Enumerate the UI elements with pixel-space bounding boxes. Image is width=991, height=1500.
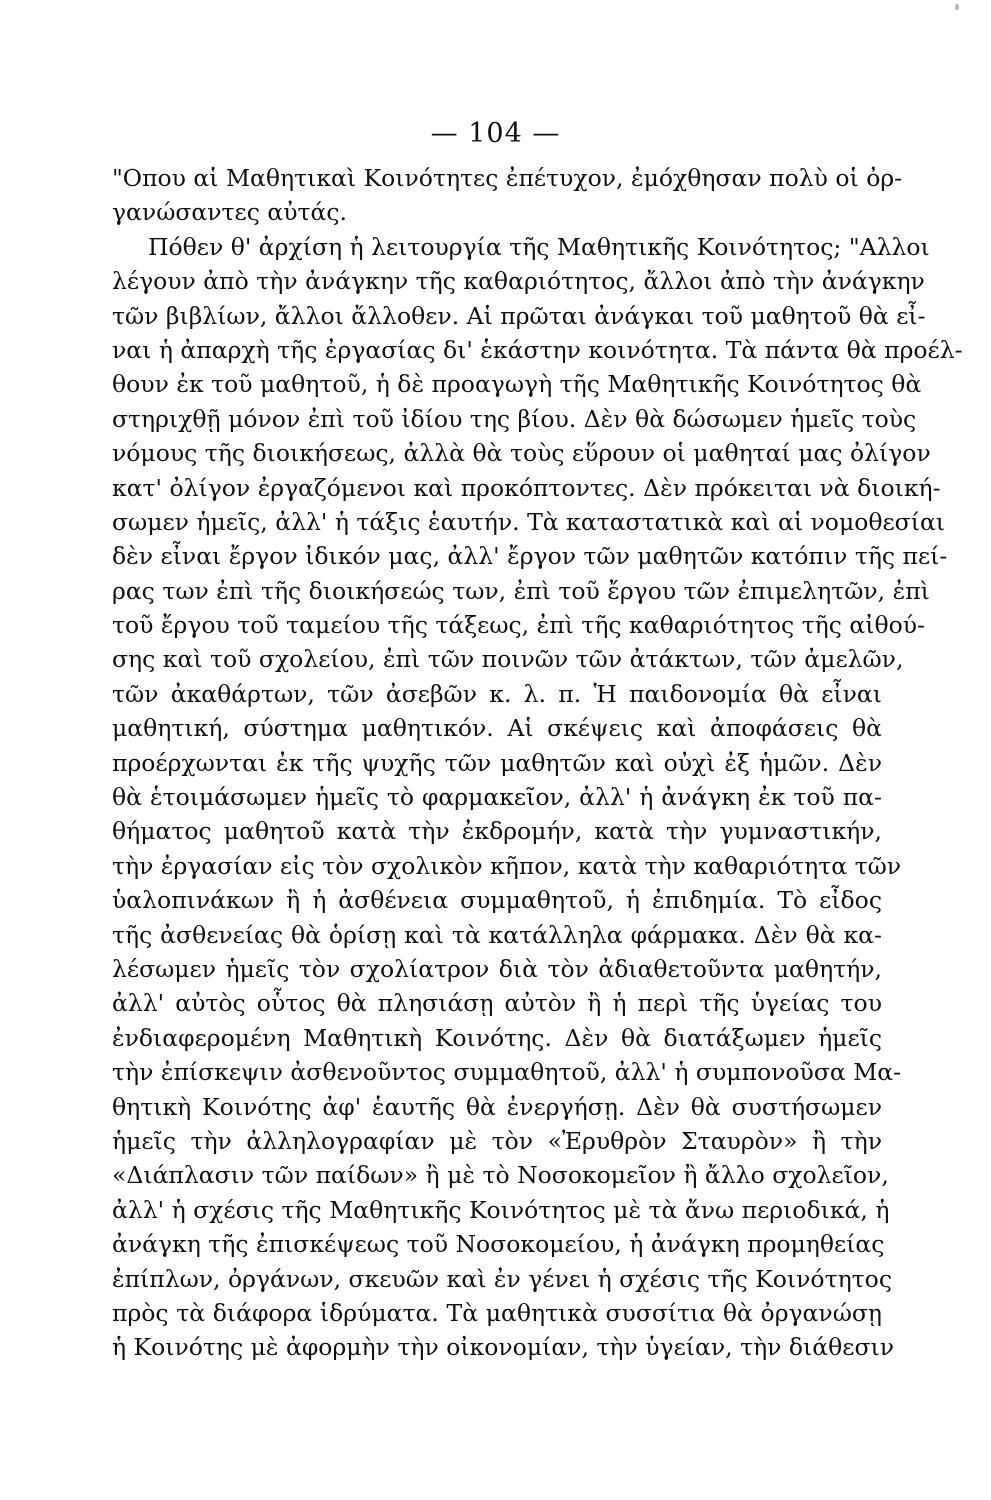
text-line: προέρχωνται ἐκ τῆς ψυχῆς τῶν μαθητῶν καὶ οὐχὶ ἐξ ἡμῶν. Δὲν	[112, 748, 882, 777]
text-line: νόμους τῆς διοικήσεως, ἀλλὰ θὰ τοὺς εὕρουν οἱ μαθηταί μας ὀλίγον	[112, 439, 931, 468]
text-line: σωμεν ἡμεῖς, ἀλλ' ἡ τάξις ἑαυτήν. Τὰ καταστατικὰ καὶ αἱ νομοθεσίαι	[112, 507, 946, 536]
text-line: ἐπίπλων, ὀργάνων, σκευῶν καὶ ἐν γένει ἡ σχέσις τῆς Κοινότητος	[112, 1264, 892, 1293]
text-line: τὴν ἐπίσκεψιν ἀσθενοῦντος συμμαθητοῦ, ἀλλ' ἡ συμπονοῦσα Μα-	[112, 1058, 902, 1087]
text-line: ἡμεῖς τὴν ἀλληλογραφίαν μὲ τὸν «Ἐρυθρὸν Σταυρὸν» ἢ τὴν	[112, 1126, 882, 1155]
text-line: στηριχθῇ μόνον ἐπὶ τοῦ ἰδίου της βίου. Δὲν θὰ δώσωμεν ἡμεῖς τοὺς	[112, 404, 917, 433]
text-line: ναι ἡ ἀπαρχὴ τῆς ἐργασίας δι' ἑκάστην κοινότητα. Τὰ πάντα θὰ προέλ-	[112, 335, 963, 364]
text-line: Πόθεν θ' ἀρχίση ἡ λειτουργία τῆς Μαθητικῆς Κοινότητος; "Αλλοι	[148, 232, 930, 261]
text-line: πρὸς τὰ διάφορα ἱδρύματα. Τὰ μαθητικὰ συσσίτια θὰ ὀργανώσῃ	[112, 1298, 882, 1327]
text-line: ἀνάγκη τῆς ἐπισκέψεως τοῦ Νοσοκομείου, ἡ ἀνάγκη προμηθείας	[112, 1230, 885, 1259]
text-line: κατ' ὀλίγον ἐργαζόμενοι καὶ προκόπτοντες. Δὲν πρόκειται νὰ διοική-	[112, 473, 941, 502]
text-line: δὲν εἶναι ἔργον ἰδικόν μας, ἀλλ' ἔργον τῶν μαθητῶν κατόπιν τῆς πεί-	[112, 542, 948, 571]
text-line: τοῦ ἔργου τοῦ ταμείου τῆς τάξεως, ἐπὶ τῆς καθαριότητος τῆς αἰθού-	[112, 611, 925, 640]
text-line: θὰ ἑτοιμάσωμεν ἡμεῖς τὸ φαρμακεῖον, ἀλλ' ἡ ἀνάγκη ἐκ τοῦ πα-	[112, 783, 882, 812]
text-line: θήματος μαθητοῦ κατὰ τὴν ἐκδρομήν, κατὰ τὴν γυμναστικήν,	[112, 817, 882, 846]
text-line: τῆς ἀσθενείας θὰ ὁρίσῃ καὶ τὰ κατάλληλα φάρμακα. Δὲν θὰ κα-	[112, 920, 882, 949]
text-line: μαθητική, σύστημα μαθητικόν. Αἱ σκέψεις καὶ ἀποφάσεις θὰ	[112, 714, 882, 743]
text-line: «Διάπλασιν τῶν παίδων» ἢ μὲ τὸ Νοσοκομεῖον ἢ ἄλλο σχολεῖον,	[112, 1161, 889, 1190]
page-number: — 104 —	[430, 118, 561, 149]
text-line: τῶν βιβλίων, ἄλλοι ἄλλοθεν. Αἱ πρῶται ἀνάγκαι τοῦ μαθητοῦ θὰ εἶ-	[112, 301, 926, 330]
text-line: σης καὶ τοῦ σχολείου, ἐπὶ τῶν ποινῶν τῶν ἀτάκτων, τῶν ἀμελῶν,	[112, 645, 904, 674]
body-text	[112, 161, 963, 1365]
print-speck	[955, 4, 959, 10]
text-line: λέγουν ἀπὸ τὴν ἀνάγκην τῆς καθαριότητος, ἄλλοι ἀπὸ τὴν ἀνάγκην	[112, 267, 925, 296]
text-line: ὑαλοπινάκων ἢ ἡ ἀσθένεια συμμαθητοῦ, ἡ ἐπιδημία. Τὸ εἶδος	[112, 886, 882, 915]
text-line: λέσωμεν ἡμεῖς τὸν σχολίατρον διὰ τὸν ἀδιαθετοῦντα μαθητήν,	[112, 954, 882, 983]
text-line: θητικὴ Κοινότης ἀφ' ἑαυτῆς θὰ ἐνεργήσῃ. Δὲν θὰ συστήσωμεν	[112, 1092, 882, 1121]
text-line: ἀλλ' ἡ σχέσις τῆς Μαθητικῆς Κοινότητος μὲ τὰ ἄνω περιοδικά, ἡ	[112, 1195, 890, 1224]
text-line: ἐνδιαφερομένη Μαθητικὴ Κοινότης. Δὲν θὰ διατάξωμεν ἡμεῖς	[112, 1023, 882, 1052]
text-line: ἀλλ' αὐτὸς οὗτος θὰ πλησιάσῃ αὐτὸν ἢ ἡ περὶ τῆς ὑγείας του	[112, 989, 882, 1018]
text-line: "Οπου αἱ Μαθητικαὶ Κοινότητες ἐπέτυχον, ἐμόχθησαν πολὺ οἱ ὀρ-	[112, 164, 903, 192]
text-line: θουν ἐκ τοῦ μαθητοῦ, ἡ δὲ προαγωγὴ τῆς Μαθητικῆς Κοινότητος θὰ	[112, 370, 922, 399]
text-line: ρας των ἐπὶ τῆς διοικήσεώς των, ἐπὶ τοῦ ἔργου τῶν ἐπιμελητῶν, ἐπὶ	[112, 576, 930, 605]
text-line: ἡ Κοινότης μὲ ἀφορμὴν τὴν οἰκονομίαν, τὴν ὑγείαν, τὴν διάθεσιν	[112, 1333, 894, 1362]
text-line: τὴν ἐργασίαν εἰς τὸν σχολικὸν κῆπον, κατὰ τὴν καθαριότητα τῶν	[112, 851, 902, 880]
text-line: τῶν ἀκαθάρτων, τῶν ἀσεβῶν κ. λ. π. Ἡ παιδονομία θὰ εἶναι	[112, 679, 882, 708]
text-line: γανώσαντες αὐτάς.	[112, 198, 348, 227]
